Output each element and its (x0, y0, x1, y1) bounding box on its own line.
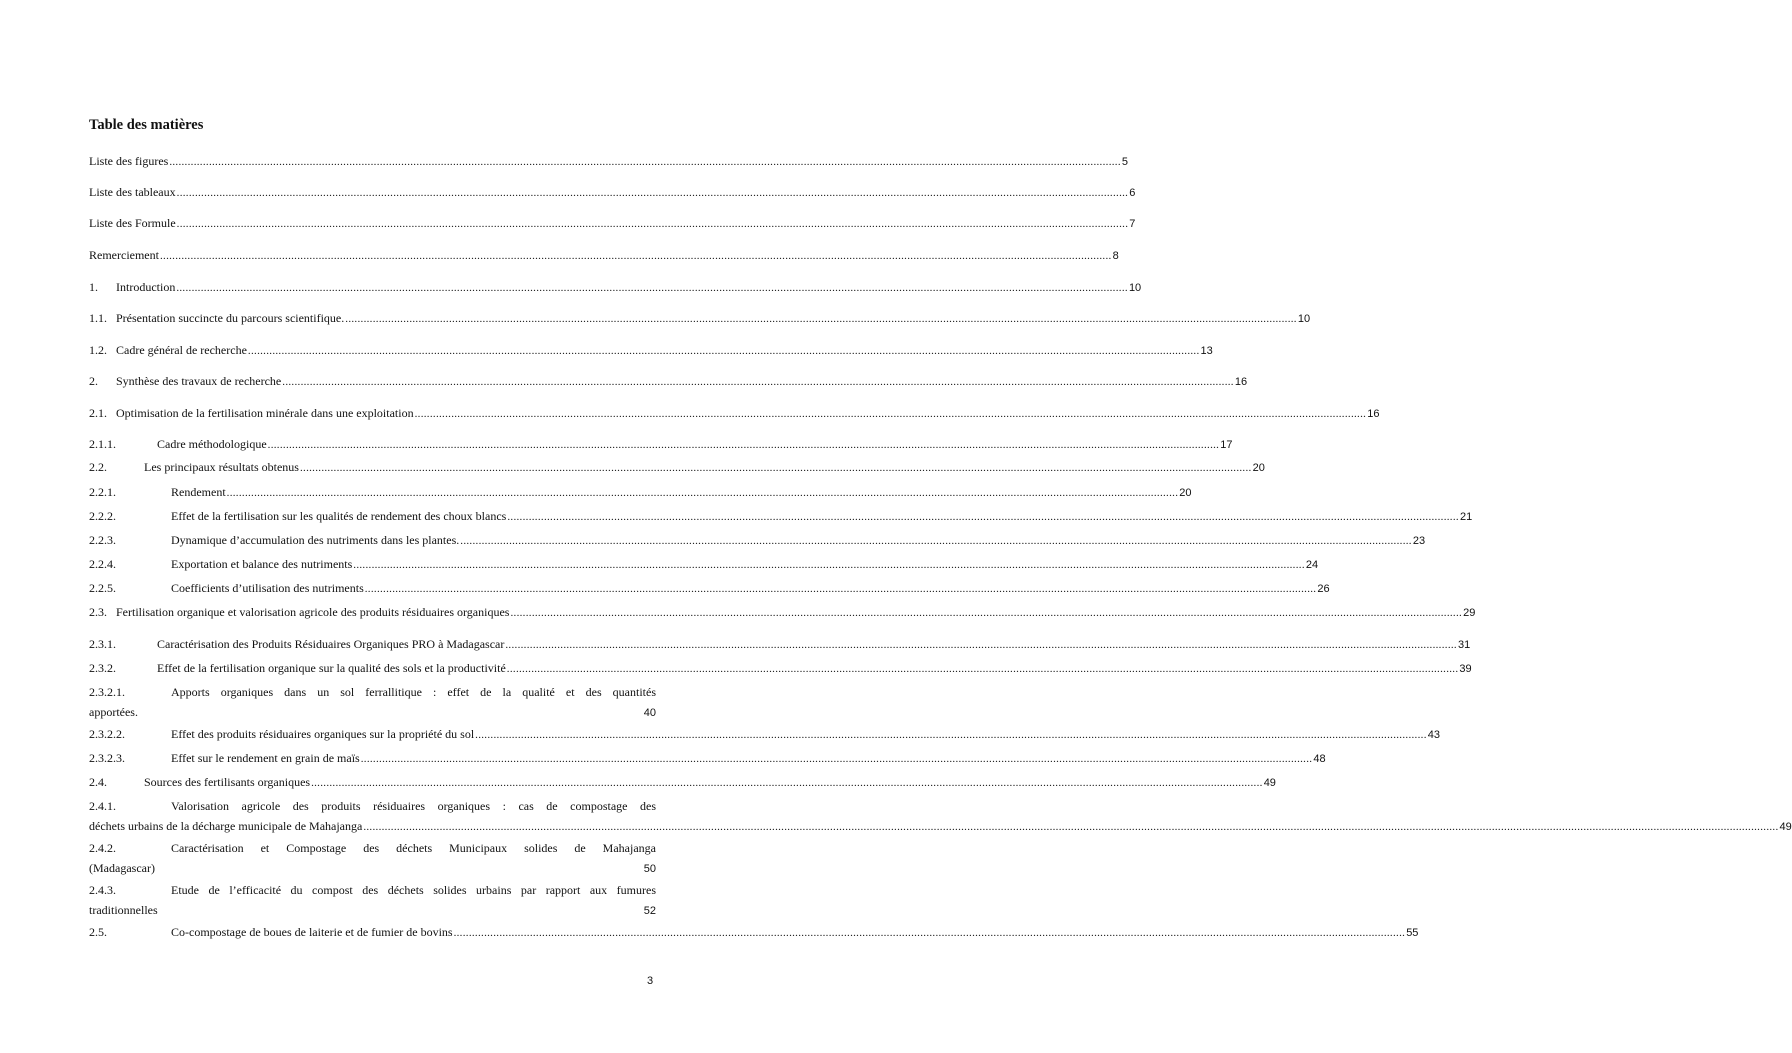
toc-entry-page: 20 (1179, 487, 1192, 499)
toc-entry-text-continued: (Madagascar) (89, 861, 155, 875)
toc-entry-page: 43 (1427, 729, 1441, 741)
toc-entry-text: Introduction (116, 280, 176, 294)
toc-entry-number: 1.1. (89, 311, 107, 325)
toc-entry-number: 2.3.1. (89, 637, 116, 651)
toc-entry-text: Coefficients d’utilisation des nutriments (171, 581, 364, 595)
dot-leader (353, 558, 1305, 572)
toc-entry-page: 49 (1263, 777, 1276, 789)
toc-entry-page: 20 (1252, 462, 1265, 474)
toc-entry-number: 2.4.1. (89, 799, 116, 813)
toc-entry-page: 8 (1112, 250, 1119, 262)
toc-entry-text: Synthèse des travaux de recherche (116, 374, 282, 388)
dot-leader (454, 926, 1406, 940)
toc-entry-text: Apports organiques dans un sol ferrallitique : effet de la qualité et des quantités (171, 685, 656, 699)
dot-leader: ..... ........................................................................................................................................................ (363, 820, 1778, 834)
dot-leader (227, 486, 1179, 500)
dot-leader (507, 510, 1459, 524)
toc-entry-number: 2.4.3. (89, 883, 116, 897)
toc-entry-page: 23 (1412, 535, 1426, 547)
dot-leader (160, 249, 1112, 263)
dot-leader (177, 217, 1129, 231)
dot-leader (460, 534, 1412, 548)
toc-entry-number: 2.3.2.1. (89, 685, 125, 699)
toc-entry-text-continued: traditionnelles (89, 903, 158, 917)
toc-entry-list-figures[interactable] (89, 154, 1129, 169)
dot-leader (365, 582, 1317, 596)
toc-entry-2[interactable] (89, 374, 1248, 389)
toc-entry-2-3[interactable] (89, 605, 1476, 620)
toc-entry-2-2-1[interactable] (89, 485, 1192, 500)
toc-entry-number: 2.4. (89, 775, 107, 789)
toc-entry-page: 6 (1129, 187, 1136, 199)
toc-entry-number: 2.3.2.2. (89, 727, 125, 741)
toc-entry-number: 2.2.2. (89, 509, 116, 523)
toc-entry-page: 49 (1779, 821, 1792, 833)
toc-entry-number: 2.2.5. (89, 581, 116, 595)
toc-entry-2-2-2[interactable] (89, 509, 1473, 524)
dot-leader (248, 344, 1200, 358)
toc-entry-text: Co-compostage de boues de laiterie et de fumier de bovins (171, 925, 453, 939)
toc-entry-2-1[interactable] (89, 406, 1380, 421)
toc-entry-page: 16 (1367, 408, 1380, 420)
toc-entry-text: Liste des Formule (89, 216, 176, 230)
toc-entry-2-4[interactable] (89, 775, 1276, 790)
toc-entry-number: 1.2. (89, 343, 107, 357)
toc-entry-1-2[interactable] (89, 343, 1213, 358)
toc-entry-list-tables[interactable] (89, 185, 1136, 200)
toc-entry-page: 10 (1297, 313, 1311, 325)
toc-entry-page: 31 (1457, 639, 1471, 651)
toc-entry-page: 55 (1406, 927, 1419, 939)
dot-leader (169, 155, 1121, 169)
toc-entry-number: 2.3. (89, 605, 107, 619)
toc-entry-2-2-5[interactable] (89, 581, 1330, 596)
toc-entry-number: 2.1.1. (89, 437, 116, 451)
toc-entry-page: 7 (1129, 218, 1136, 230)
toc-entry-list-formulas[interactable] (89, 216, 1136, 231)
toc-entry-1-1[interactable] (89, 311, 1311, 326)
dot-leader (177, 186, 1129, 200)
toc-entry-number: 2. (89, 374, 98, 388)
toc-entry-page: 10 (1128, 282, 1142, 294)
toc-entry-number: 2.3.2.3. (89, 751, 125, 765)
dot-leader (311, 776, 1263, 790)
toc-entry-page: 13 (1200, 345, 1213, 357)
toc-entry-number: 2.4.2. (89, 841, 116, 855)
toc-entry-number: 2.2. (89, 460, 107, 474)
toc-entry-number: 2.2.1. (89, 485, 116, 499)
toc-entry-text: Liste des figures (89, 154, 169, 168)
toc-entry-page: 39 (1459, 663, 1472, 675)
dot-leader (507, 662, 1459, 676)
dot-leader (415, 407, 1367, 421)
toc-entry-text: Effet de la fertilisation sur les qualités de rendement des choux blancs (171, 509, 507, 523)
toc-entry-text: Effet de la fertilisation organique sur la qualité des sols et la productivité (157, 661, 506, 675)
toc-entry-text: Présentation succincte du parcours scientifique. (116, 311, 345, 325)
toc-entry-text: Exportation et balance des nutriments (171, 557, 353, 571)
toc-entry-text: Les principaux résultats obtenus (144, 460, 299, 474)
toc-entry-text: Caractérisation et Compostage des déchets Municipaux solides de Mahajanga (171, 841, 656, 855)
toc-entry-text: Remerciement (89, 248, 159, 262)
toc-title: Table des matières (89, 117, 204, 133)
toc-entry-text: Rendement (171, 485, 226, 499)
dot-leader (361, 752, 1313, 766)
dot-leader (300, 461, 1252, 475)
toc-entry-page: 40 (643, 707, 656, 719)
toc-entry-number: 2.2.4. (89, 557, 116, 571)
toc-entry-text: Cadre général de recherche (116, 343, 247, 357)
toc-entry-2-2-4[interactable] (89, 557, 1319, 572)
toc-entry-number: 2.5. (89, 925, 107, 939)
toc-entry-number: 2.2.3. (89, 533, 116, 547)
page-number: 3 (647, 975, 654, 987)
toc-entry-2-3-2-3[interactable] (89, 751, 1326, 766)
toc-entry-page: 52 (643, 905, 656, 917)
toc-entry-2-3-2[interactable] (89, 661, 1472, 676)
dot-leader (475, 728, 1427, 742)
toc-entry-text: Dynamique d’accumulation des nutriments dans les plantes. (171, 533, 460, 547)
dot-leader (282, 375, 1234, 389)
toc-entry-text: Effet des produits résiduaires organiques sur la propriété du sol (171, 727, 475, 741)
toc-entry-text-continued: déchets urbains de la décharge municipale de Mahajanga (89, 819, 363, 833)
toc-entry-text: Cadre méthodologique (157, 437, 267, 451)
toc-entry-text-continued: apportées. (89, 705, 138, 719)
toc-entry-page: 29 (1463, 607, 1476, 619)
toc-entry-2-3-1[interactable] (89, 637, 1471, 652)
toc-entry-page: 48 (1313, 753, 1326, 765)
toc-entry-1[interactable] (89, 280, 1142, 295)
dot-leader (176, 281, 1128, 295)
toc-entry-2-4-1[interactable] (89, 799, 1792, 834)
dot-leader (268, 438, 1220, 452)
toc-entry-page: 24 (1305, 559, 1319, 571)
toc-entry-text: Etude de l’efficacité du compost des déchets solides urbains par rapport aux fumures (171, 883, 656, 897)
toc-entry-number: 1. (89, 280, 98, 294)
toc-entry-number: 2.3.2. (89, 661, 116, 675)
toc-entry-text: Effet sur le rendement en grain de maïs (171, 751, 360, 765)
toc-entry-text: Caractérisation des Produits Résiduaires Organiques PRO à Madagascar (157, 637, 505, 651)
toc-entry-2-2-3[interactable] (89, 533, 1426, 548)
dot-leader (510, 606, 1462, 620)
toc-entry-text: Optimisation de la fertilisation minérale dans une exploitation (116, 406, 414, 420)
toc-entry-page: 50 (643, 863, 656, 875)
toc-entry-page: 5 (1121, 156, 1129, 168)
toc-entry-text: Liste des tableaux (89, 185, 176, 199)
toc-entry-text: Fertilisation organique et valorisation agricole des produits résiduaires organiques (116, 605, 510, 619)
toc-entry-2-3-2-1[interactable] (89, 685, 656, 720)
toc-entry-number: 2.1. (89, 406, 107, 420)
toc-entry-2-5[interactable] (89, 925, 1419, 940)
toc-entry-2-4-2[interactable] (89, 841, 656, 876)
toc-entry-2-4-3[interactable] (89, 883, 656, 918)
toc-entry-2-1-1[interactable] (89, 437, 1233, 452)
toc-entry-page: 17 (1220, 439, 1233, 451)
dot-leader (505, 638, 1457, 652)
toc-entry-page: 21 (1459, 511, 1473, 523)
toc-entry-page: 16 (1234, 376, 1248, 388)
dot-leader (345, 312, 1297, 326)
toc-entry-text: Sources des fertilisants organiques (144, 775, 311, 789)
toc-entry-page: 26 (1317, 583, 1330, 595)
toc-entry-text: Valorisation agricole des produits résiduaires organiques : cas de compostage des (171, 799, 656, 813)
toc-entry-acknowledgements[interactable] (89, 248, 1119, 263)
toc-entry-2-3-2-2[interactable] (89, 727, 1441, 742)
toc-entry-2-2[interactable] (89, 460, 1265, 475)
